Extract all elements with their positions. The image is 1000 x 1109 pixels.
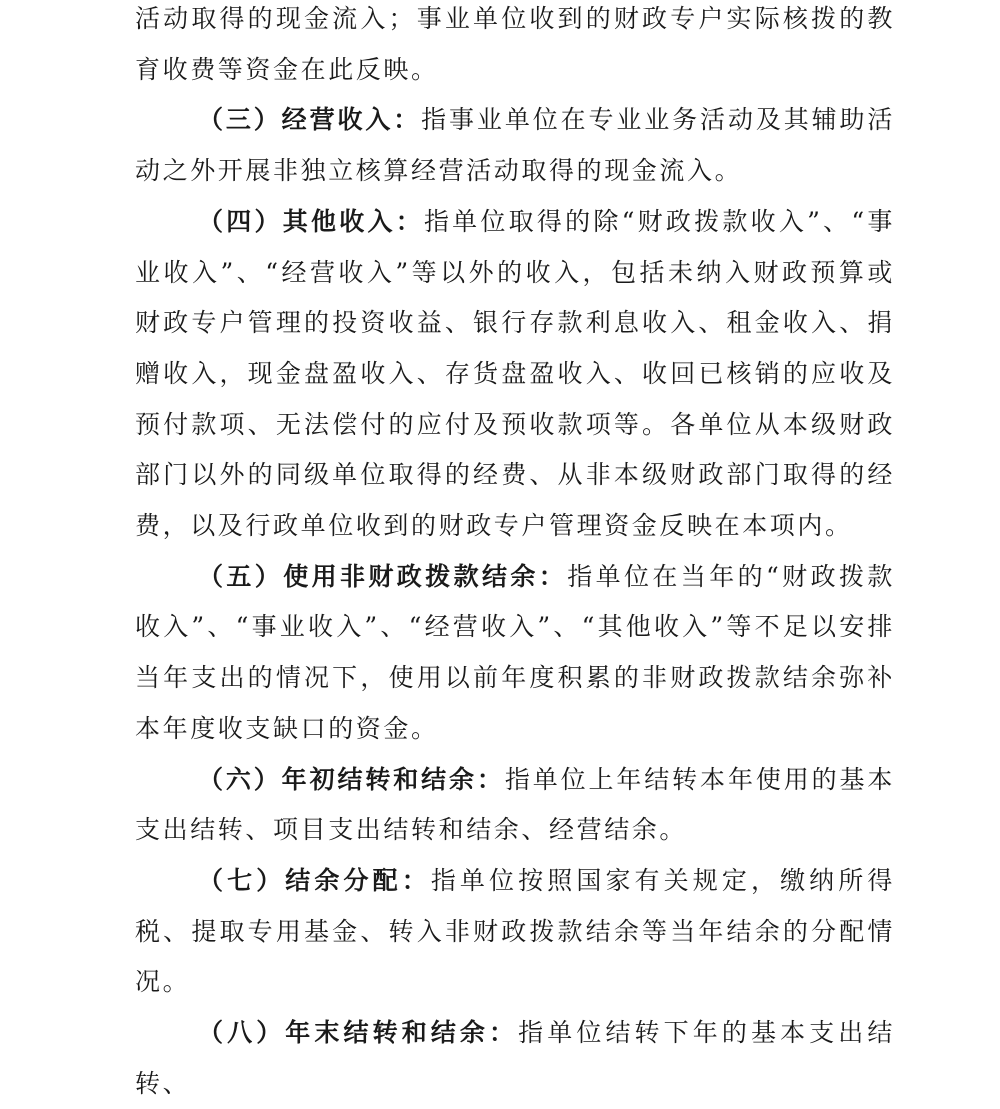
document-page xyxy=(135,0,895,1109)
paragraph-heading: （六）年初结转和结余： xyxy=(198,764,505,794)
paragraph-non-fiscal-balance xyxy=(135,552,895,755)
paragraph-body: 活动取得的现金流入；事业单位收到的财政专户实际核拨的教育收费等资金在此反映。 xyxy=(135,4,895,84)
paragraph-body: 指事业单位在专业业务活动及其辅助活动之外开展非独立核算经营活动取得的现金流入。 xyxy=(135,105,895,186)
paragraph-balance-distribution xyxy=(135,856,895,1008)
paragraph-body: 指单位取得的除“财政拨款收入”、“事业收入”、“经营收入”等以外的收入，包括未纳入财政预算或财政专户管理的投资收益、银行存款利息收入、租金收入、捐赠收入，现金盘盈收入、存货盘盈收入、收回已核销的应收及预付款项、无法偿付的应付及预收款项等。各单位从本级财政部门以外的同级单位取得的经费、从非本级财政部门取得的经费，以及行政单位收到的财政专户管理资金反映在本项内。 xyxy=(135,206,895,541)
paragraph-operating-income xyxy=(135,95,895,196)
paragraph-other-income xyxy=(135,197,895,552)
paragraph-body: 指单位结转下年的基本支出结转、 xyxy=(135,1018,895,1098)
paragraph-heading: （四）其他收入： xyxy=(198,206,424,236)
paragraph-heading: （三）经营收入： xyxy=(198,105,422,135)
paragraph-body: 指单位上年结转本年使用的基本支出结转、项目支出结转和结余、经营结余。 xyxy=(135,764,895,845)
paragraph-opening-carryover xyxy=(135,755,895,856)
paragraph-heading: （七）结余分配： xyxy=(198,865,431,895)
paragraph-closing-carryover xyxy=(135,1008,895,1109)
paragraph-body: 指单位按照国家有关规定，缴纳所得税、提取专用基金、转入非财政拨款结余等当年结余的分配情况。 xyxy=(135,865,895,997)
paragraph-continuation xyxy=(135,0,895,95)
paragraph-heading: （五）使用非财政拨款结余： xyxy=(198,561,568,591)
paragraph-body: 指单位在当年的“财政拨款收入”、“事业收入”、“经营收入”、“其他收入”等不足以安排当年支出的情况下，使用以前年度积累的非财政拨款结余弥补本年度收支缺口的资金。 xyxy=(135,561,895,743)
paragraph-heading: （八）年末结转和结余： xyxy=(198,1018,519,1048)
